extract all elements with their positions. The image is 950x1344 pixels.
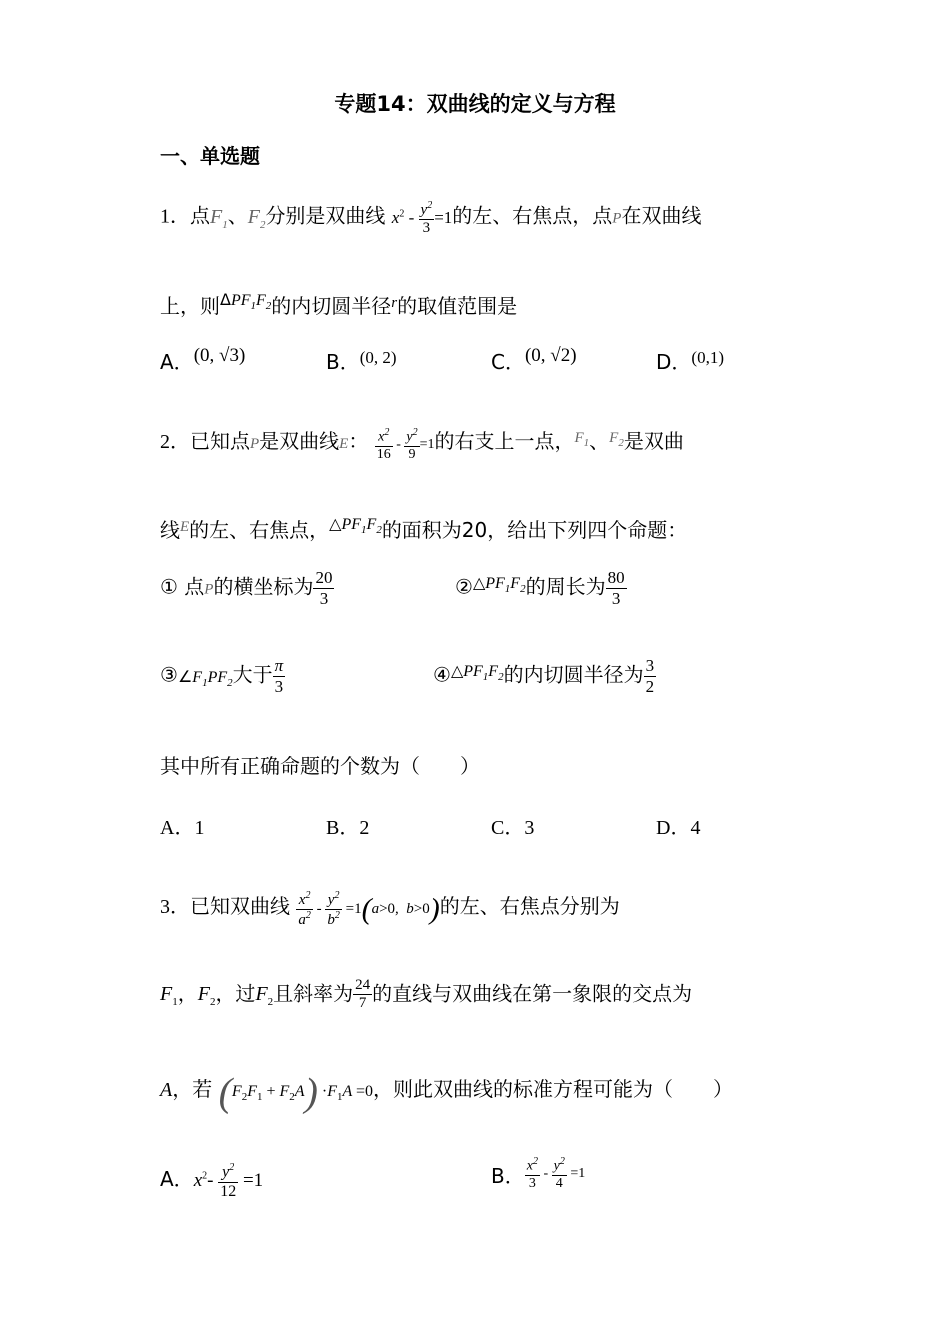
formula-f2: $F_2$ [197, 983, 216, 1009]
denominator: 3 [525, 1175, 540, 1192]
fraction [644, 656, 657, 696]
text: ，若 [172, 1077, 213, 1101]
option-label: A． [160, 1166, 194, 1191]
text: 的横坐标为 [213, 574, 314, 599]
question-2-line-2 [160, 510, 687, 544]
option-a[interactable]: A．1 [160, 817, 205, 839]
option-b[interactable] [326, 348, 397, 378]
text: 在双曲线 [621, 203, 702, 228]
option-c[interactable]: C．3 [491, 817, 535, 839]
numerator: 80 [607, 568, 625, 587]
text: 的内切圆半径 [271, 294, 392, 318]
question-3-line-1 [160, 890, 620, 930]
formula-f2: $F_2$ [247, 205, 266, 231]
text: ③ [160, 662, 178, 687]
option-d[interactable]: D．4 [656, 817, 701, 839]
formula-p: P [250, 436, 260, 452]
question-2-prompt: 其中所有正确命题的个数为（ ） [160, 754, 480, 778]
denominator: 12 [220, 1182, 237, 1200]
formula-f1: $F_1$ [210, 205, 228, 231]
text: 、 [589, 429, 610, 453]
text: 的取值范围是 [397, 294, 518, 318]
text: 已知点 [190, 429, 250, 453]
option-c[interactable] [491, 345, 577, 378]
denominator: 3 [313, 588, 334, 609]
formula-e: E [180, 519, 190, 535]
numerator: 3 [645, 656, 655, 675]
text: ④ [433, 662, 451, 687]
text: 线 [160, 518, 180, 542]
text: 、 [227, 203, 248, 228]
question-number: 2． [160, 431, 190, 453]
fraction [313, 568, 334, 608]
formula-option-b: x2 3 - y2 4 =1 [526, 1156, 586, 1191]
denominator: 3 [606, 588, 627, 609]
fraction [353, 977, 372, 1013]
text: 大于 [232, 662, 273, 687]
question-3-line-2 [160, 977, 692, 1016]
text: 分别是双曲线 [265, 203, 386, 228]
formula-triangle: △PF1F2 [329, 514, 382, 537]
constant: 1 [253, 1169, 264, 1191]
formula-hyperbola: $\frac{x^2}{16}$ - $\frac{y^2}{9}$ =1 [376, 426, 435, 462]
proposition-4 [433, 656, 656, 696]
text: ，则此双曲线的标准方程可能为（ ） [373, 1077, 734, 1101]
option-value: (0,1) [691, 348, 724, 367]
formula-angle: $\angle F_1PF_2$ [177, 666, 233, 689]
text: 点 [190, 203, 210, 228]
text: 的周长为 [525, 574, 606, 599]
text: 的左、右焦点，点 [452, 203, 613, 228]
formula-f1: $F_1$ [160, 983, 178, 1009]
text: 的直线与双曲线在第一象限的交点为 [372, 981, 693, 1006]
option-d[interactable] [656, 348, 724, 378]
text: 的左、右焦点分别为 [439, 894, 620, 919]
formula-e: E [339, 436, 349, 452]
option-label: C． [491, 350, 525, 374]
numerator: 24 [355, 977, 371, 993]
text: ， [177, 981, 198, 1006]
denominator: 4 [552, 1175, 567, 1192]
numerator: π [274, 656, 284, 675]
option-label: B． [326, 350, 360, 374]
text: 的右支上一点， [434, 429, 575, 453]
formula-triangle: ΔPF1F2 [220, 290, 272, 313]
text: ： [348, 429, 369, 453]
text: 的面积为20，给出下列四个命题： [381, 518, 688, 542]
question-1-line-2 [160, 286, 517, 320]
page-title: 专题14：双曲线的定义与方程 [334, 92, 616, 116]
question-3-option-a[interactable] [160, 1162, 263, 1201]
option-value: (0, 2) [359, 348, 397, 367]
denominator: 7 [353, 994, 372, 1012]
option-a[interactable] [160, 345, 246, 378]
formula-f2: F2 [609, 430, 624, 449]
text: ② [455, 574, 473, 599]
question-3-line-3 [160, 1069, 734, 1115]
question-3-option-b[interactable] [491, 1156, 586, 1198]
denominator: 3 [273, 676, 286, 697]
formula-a: A [160, 1079, 173, 1101]
text: 且斜率为 [273, 981, 354, 1006]
option-label: A． [160, 350, 194, 374]
proposition-1 [160, 568, 334, 608]
option-label: B． [491, 1164, 525, 1189]
text: 的左、右焦点， [189, 518, 330, 542]
formula-hyperbola: $x^2$ - $\frac{y^2}{3}$ =1 [391, 200, 453, 237]
proposition-3 [160, 656, 285, 697]
text: 是双曲线 [259, 429, 340, 453]
option-label: D． [656, 350, 692, 374]
formula-triangle: △PF1F2 [450, 660, 504, 683]
text: ① 点 [160, 574, 205, 599]
formula-option-a: $x^2-$ $\frac{y^2}{12}$ =1 [193, 1162, 264, 1200]
text: 是双曲 [623, 429, 684, 453]
text: 已知双曲线 [190, 894, 290, 919]
formula-p: P [204, 581, 214, 598]
option-value: (0, √2) [524, 345, 577, 366]
formula-f2: $F_2$ [255, 983, 274, 1009]
text: ，过 [215, 981, 256, 1006]
formula-f1: F1 [574, 430, 590, 449]
fraction [273, 656, 286, 696]
option-value: (0, √3) [193, 345, 246, 366]
formula-vector-condition: $(F_2F_1 + F_2A) \cdot F_1A =0$ [218, 1069, 374, 1115]
section-heading: 一、单选题 [160, 144, 260, 168]
denominator: 2 [645, 676, 655, 696]
fraction [606, 568, 627, 608]
text: 的内切圆半径为 [503, 662, 644, 687]
formula-triangle: △PF1F2 [472, 572, 526, 595]
question-2-line-1 [160, 424, 684, 463]
numerator: 20 [315, 568, 333, 587]
proposition-2 [455, 568, 627, 608]
option-b[interactable]: B．2 [326, 817, 370, 839]
question-number: 3． [160, 896, 190, 919]
text: 上，则 [160, 294, 220, 318]
formula-hyperbola: $\frac{x^2}{a^2}$ - $\frac{y^2}{b^2}$ =1(a>0, b>0) [298, 890, 440, 929]
formula-r: r [391, 295, 398, 311]
question-1-line-1 [160, 200, 701, 239]
formula-p: P [612, 210, 622, 227]
question-number: 1． [160, 205, 190, 228]
